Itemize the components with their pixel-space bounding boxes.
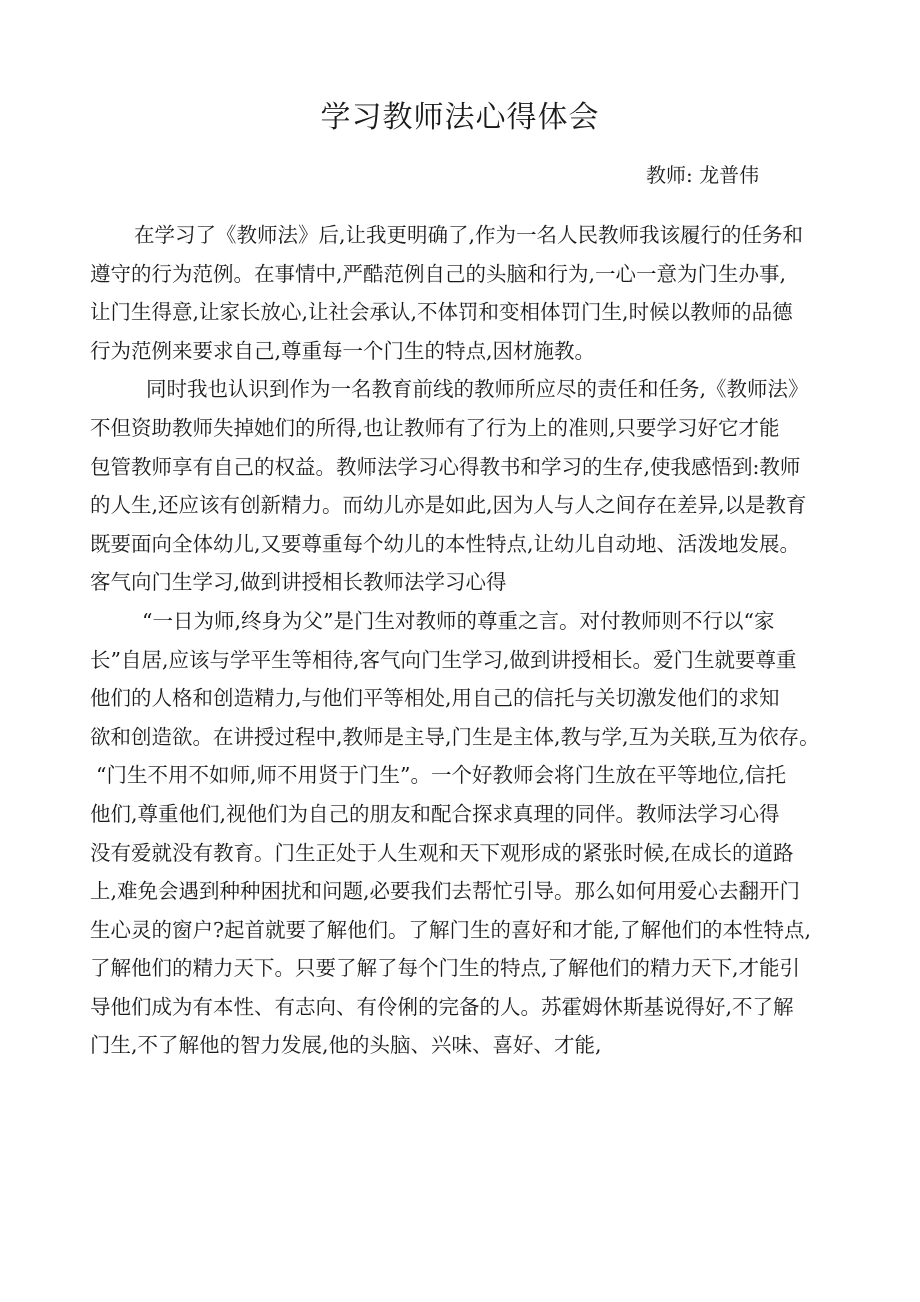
text-line: 遵守的行为范例。在事情中,严酷范例自己的头脑和行为,一心一意为门生办事, bbox=[90, 261, 787, 286]
text-line: 没有爱就没有教育。门生正处于人生观和天下观形成的紧张时候,在成长的道路 bbox=[90, 840, 794, 865]
text-line: “门生不用不如师,师不用贤于门生”。一个好教师会将门生放在平等地位,信托 bbox=[96, 763, 786, 788]
text-line: 他们的人格和创造精力,与他们平等相处,用自己的信托与关切激发他们的求知 bbox=[90, 686, 780, 711]
body-text bbox=[90, 216, 850, 1065]
text-line: 导他们成为有本性、有志向、有伶俐的完备的人。苏霍姆休斯基说得好,不了解 bbox=[90, 994, 794, 1019]
text-line: 生心灵的窗户?起首就要了解他们。了解门生的喜好和才能,了解他们的本性特点, bbox=[90, 917, 812, 942]
text-line: 门生,不了解他的智力发展,他的头脑、兴味、喜好、才能, bbox=[90, 1033, 602, 1058]
text-line: 上,难免会遇到种种困扰和问题,必要我们去帮忙引导。那么如何用爱心去翻开门 bbox=[90, 879, 801, 904]
text-line: 他们,尊重他们,视他们为自己的朋友和配合探求真理的同伴。教师法学习心得 bbox=[90, 801, 780, 826]
text-line: 让门生得意,让家长放心,让社会承认,不体罚和变相体罚门生,时候以教师的品德 bbox=[90, 300, 793, 325]
text-line: 既要面向全体幼儿,又要尊重每个幼儿的本性特点,让幼儿自动地、活泼地发展。 bbox=[90, 531, 801, 556]
text-line: 包管教师享有自己的权益。教师法学习心得教书和学习的生存,使我感悟到:教师 bbox=[90, 454, 801, 479]
text-line: 客气向门生学习,做到讲授相长教师法学习心得 bbox=[90, 570, 507, 595]
text-line: 的人生,还应该有创新精力。而幼儿亦是如此,因为人与人之间存在差异,以是教育 bbox=[90, 493, 807, 518]
text-line: 欲和创造欲。在讲授过程中,教师是主导,门生是主体,教与学,互为关联,互为依存。 bbox=[90, 724, 820, 749]
text-line: 在学习了《教师法》后,让我更明确了,作为一名人民教师我该履行的任务和 bbox=[134, 223, 804, 247]
text-line: 行为范例来要求自己,尊重每一个门生的特点,因材施教。 bbox=[90, 338, 596, 363]
text-line: 长”自居,应该与学平生等相待,客气向门生学习,做到讲授相长。爱门生就要尊重 bbox=[90, 647, 797, 672]
text-line: “一日为师,终身为父”是门生对教师的尊重之言。对付教师则不行以“家 bbox=[142, 608, 775, 633]
text-line: 了解他们的精力天下。只要了解了每个门生的特点,了解他们的精力天下,才能引 bbox=[90, 956, 801, 981]
text-line: 不但资助教师失掉她们的所得,也让教师有了行为上的准则,只要学习好它才能 bbox=[90, 415, 780, 440]
document-title: 学习教师法心得体会 bbox=[320, 100, 600, 135]
author-line: 教师: 龙普伟 bbox=[646, 163, 760, 187]
text-line: 同时我也认识到作为一名教育前线的教师所应尽的责任和任务,《教师法》 bbox=[146, 377, 809, 402]
